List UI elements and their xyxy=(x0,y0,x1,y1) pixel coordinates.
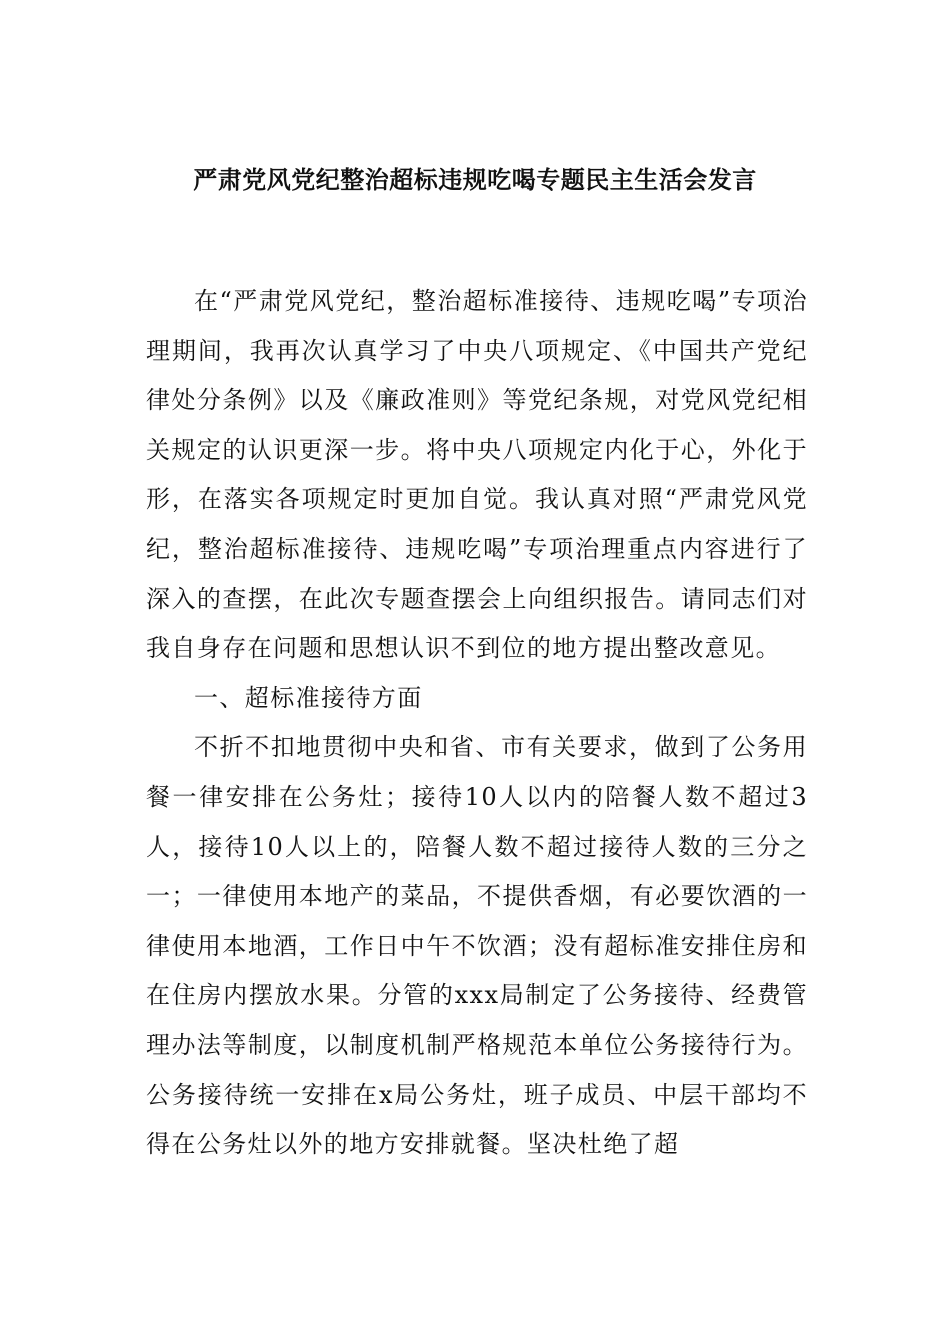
intro-paragraph: 在“严肃党风党纪，整治超标准接待、违规吃喝”专项治理期间，我再次认真学习了中央八项规定、《中国共产党纪律处分条例》以及《廉政准则》等党纪条规，对党风党纪相关规定的认识更深一步。将中央八项规定内化于心，外化于形，在落实各项规定时更加自觉。我认真对照“严肃党风党纪，整治超标准接待、违规吃喝”专项治理重点内容进行了深入的查摆，在此次专题查摆会上向组织报告。请同志们对我自身存在问题和思想认识不到位的地方提出整改意见。 xyxy=(146,287,808,663)
section-heading: 一、超标准接待方面 xyxy=(194,683,423,712)
section-paragraph: 不折不扣地贯彻中央和省、市有关要求，做到了公务用餐一律安排在公务灶；接待10人以内的陪餐人数不超过3人，接待10人以上的，陪餐人数不超过接待人数的三分之一；一律使用本地产的菜品，不提供香烟，有必要饮酒的一律使用本地酒，工作日中午不饮酒；没有超标准安排住房和在住房内摆放水果。分管的xxx局制定了公务接待、经费管理办法等制度，以制度机制严格规范本单位公务接待行为。公务接待统一安排在x局公务灶，班子成员、中层干部均不得在公务灶以外的地方安排就餐。坚决杜绝了超 xyxy=(146,733,808,1159)
document-body xyxy=(146,277,808,1170)
document-title: 严肃党风党纪整治超标违规吃喝专题民主生活会发言 xyxy=(193,165,757,194)
